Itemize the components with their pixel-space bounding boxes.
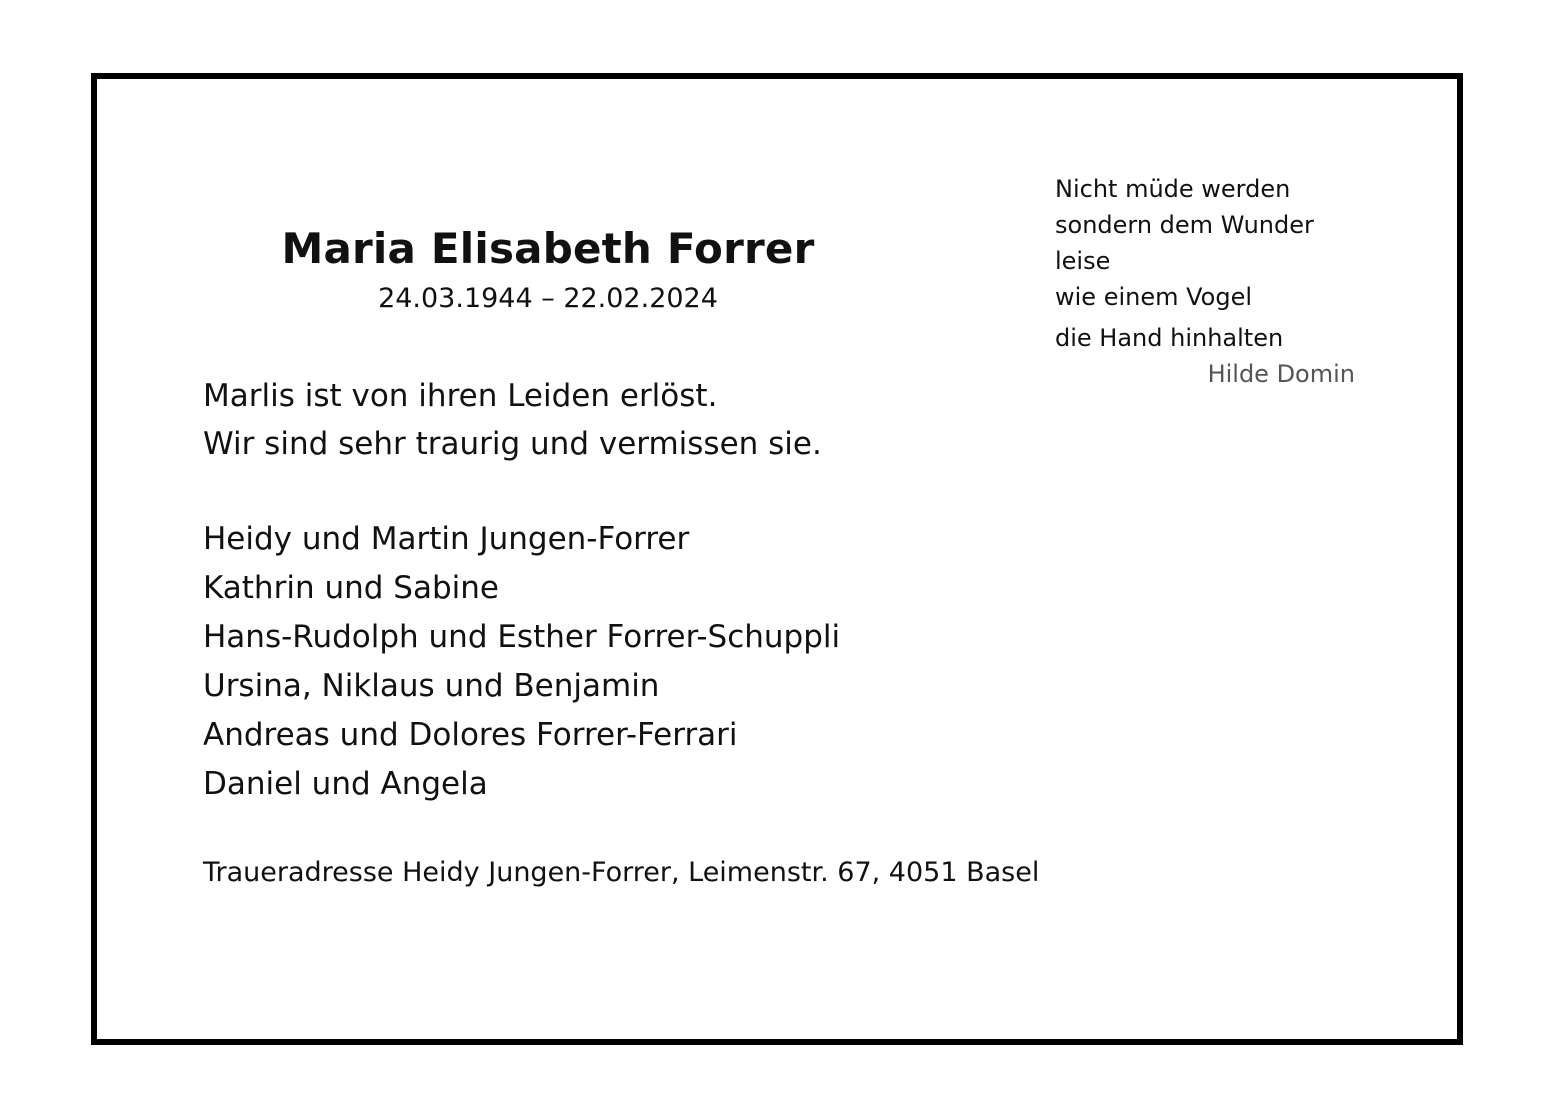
message-block [203,372,822,468]
family-list [203,515,840,809]
poem-line: leise [1055,247,1111,275]
poem-line: sondern dem Wunder [1055,211,1314,239]
poem-line: Nicht müde werden [1055,175,1291,203]
deceased-name: Maria Elisabeth Forrer [281,224,815,273]
family-member: Andreas und Dolores Forrer-Ferrari [203,717,738,753]
name-block [248,224,848,316]
poem-quote [1055,171,1355,392]
family-member: Hans-Rudolph und Esther Forrer-Schuppli [203,619,841,655]
family-member: Heidy und Martin Jungen-Forrer [203,521,690,557]
family-member: Kathrin und Sabine [203,570,499,606]
poem-author: Hilde Domin [1207,360,1355,388]
message-line: Marlis ist von ihren Leiden erlöst. [203,378,718,414]
family-member: Daniel und Angela [203,766,488,802]
family-member: Ursina, Niklaus und Benjamin [203,668,660,704]
poem-line: wie einem Vogel [1055,283,1253,311]
poem-line: die Hand hinhalten [1055,324,1284,352]
mourning-address: Traueradresse Heidy Jungen-Forrer, Leimenstr. 67, 4051 Basel [203,857,1040,888]
message-line: Wir sind sehr traurig und vermissen sie. [203,426,822,462]
life-dates: 24.03.1944 – 22.02.2024 [378,283,718,314]
